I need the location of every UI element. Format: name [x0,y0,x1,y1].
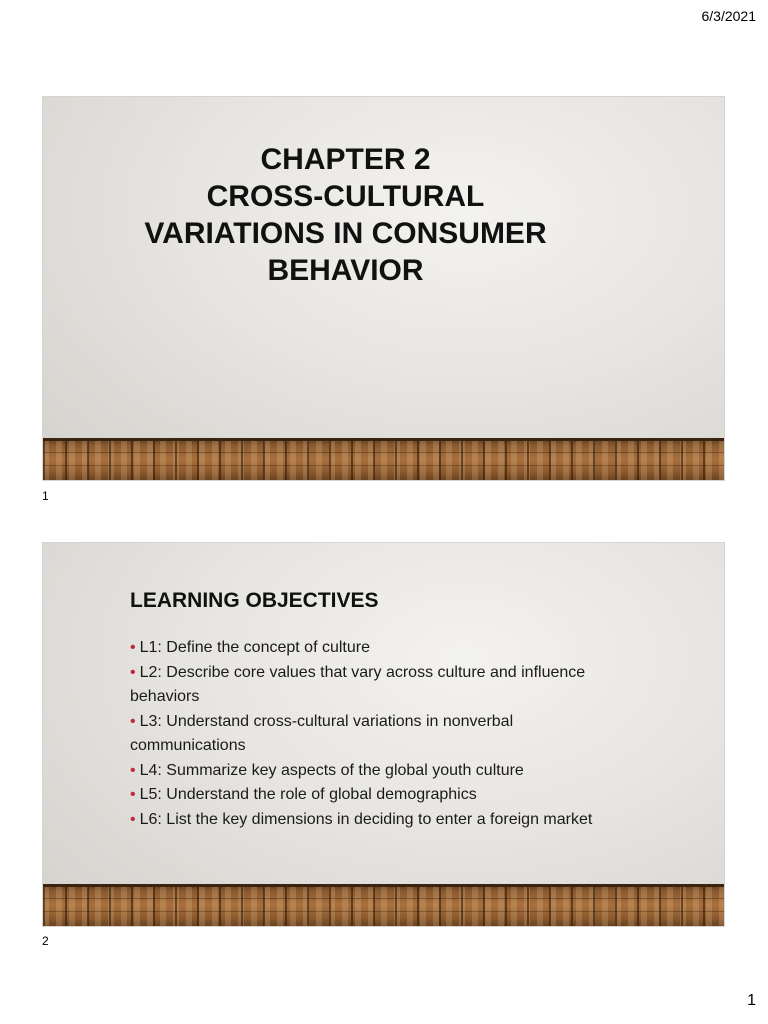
wood-floor-image [43,884,724,926]
bullet-icon: • [130,639,136,656]
objective-text: L3: Understand cross-cultural variations in nonverbal [139,712,514,730]
objective-continuation: communications [130,737,246,754]
slide-title [103,141,588,289]
bullet-icon: • [130,761,136,779]
objective-text: L6: List the key dimensions in deciding to enter a foreign market [139,810,593,828]
slide-2 [42,542,725,927]
title-line: VARIATIONS IN CONSUMER [144,217,547,250]
objective-continuation: behaviors [130,688,200,705]
objective-text: L1: Define the concept of culture [139,639,370,656]
bullet-icon: • [130,786,136,803]
objective-text: L5: Understand the role of global demographics [139,786,477,803]
title-line: CROSS-CULTURAL [206,180,485,213]
list-item [130,661,650,710]
slide-number: 1 [42,489,49,503]
wood-floor-image [43,438,724,480]
section-heading: LEARNING OBJECTIVES [130,589,379,612]
list-item [130,710,650,759]
list-item [130,783,650,808]
slide-1 [42,96,725,481]
bullet-icon: • [130,712,136,730]
list-item [130,636,650,661]
title-line: CHAPTER 2 [260,143,431,176]
objectives-list [130,636,650,832]
slide-number: 2 [42,934,49,948]
list-item [130,759,650,784]
page-number: 1 [747,992,756,1009]
objective-text: L2: Describe core values that vary across culture and influence [139,663,586,681]
objective-text: L4: Summarize key aspects of the global youth culture [139,761,524,779]
print-date: 6/3/2021 [701,8,756,24]
bullet-icon: • [130,810,136,828]
list-item [130,808,650,833]
bullet-icon: • [130,663,136,681]
title-line: BEHAVIOR [267,254,424,287]
